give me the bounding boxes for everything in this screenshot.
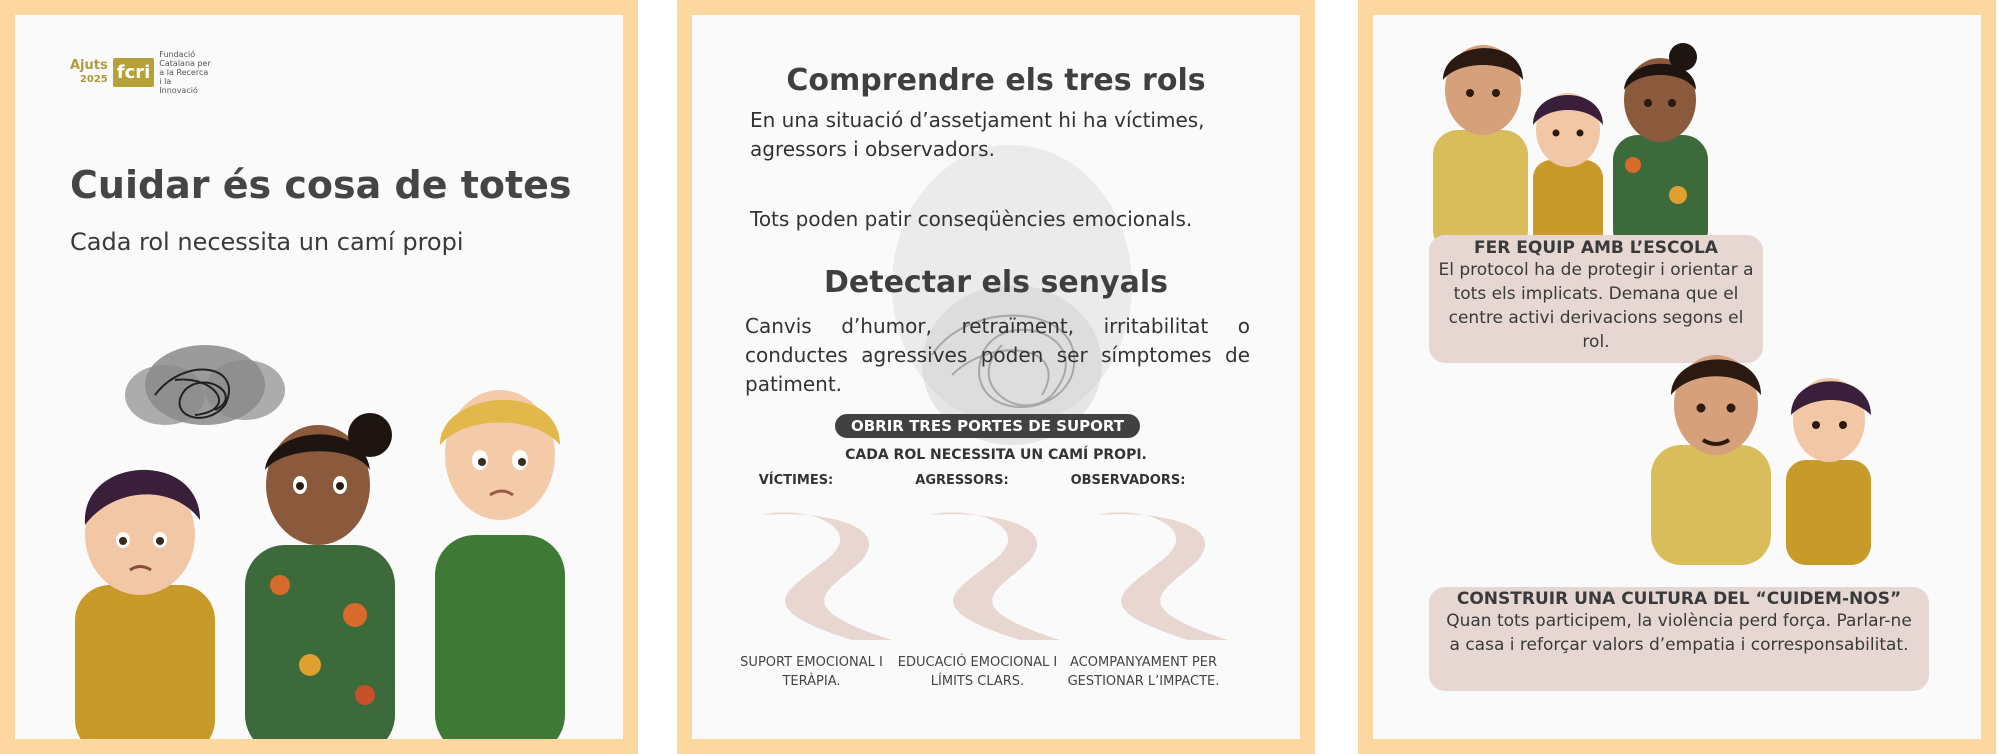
paragraph-signals: Canvis d’humor, retraïment, irritabilitat o conductes agressives poden ser símptomes de patiment. — [745, 314, 1250, 396]
girl-figure — [1613, 43, 1708, 255]
column-head-aggressors: AGRESSORS: — [915, 473, 1009, 488]
column-foot-victims: SUPORT EMOCIONAL I TERÀPIA. — [740, 655, 883, 689]
fcri-logo — [70, 50, 211, 95]
logo-year: 2025 — [79, 73, 108, 85]
slide-3 — [1358, 0, 1996, 754]
parent-and-children-illustration — [1428, 35, 1728, 255]
three-children-illustration — [55, 335, 595, 754]
blond-boy-figure — [435, 390, 565, 754]
logo-org-text: Fundació Catalana per a la Recerca i la Innovació — [159, 50, 211, 95]
column-head-victims: VÍCTIMES: — [758, 473, 834, 488]
kneeling-father-figure — [1651, 355, 1771, 565]
father-comforting-son-illustration — [1641, 345, 1891, 565]
son-figure — [1786, 378, 1871, 565]
school-team-title: FER EQUIP AMB L’ESCOLA — [1474, 238, 1718, 258]
girl-figure — [245, 413, 395, 754]
boy-figure — [1533, 93, 1603, 255]
column-foot-observers: ACOMPANYAMENT PER GESTIONAR L’IMPACTE. — [1067, 655, 1220, 689]
slide-2 — [677, 0, 1315, 754]
column-head-observers: OBSERVADORS: — [1070, 473, 1186, 488]
care-culture-body: Quan tots participem, la violència perd força. Parlar-ne a casa i reforçar valors d’empatia i corresponsabilitat. — [1446, 611, 1912, 655]
column-foot-aggressors: EDUCACIÓ EMOCIONAL I LÍMITS CLARS. — [897, 655, 1058, 689]
slide-1-title: Cuidar és cosa de totes — [70, 163, 572, 207]
father-figure — [1433, 45, 1528, 255]
care-culture-title: CONSTRUIR UNA CULTURA DEL “CUIDEM-NOS” — [1456, 589, 1902, 609]
paragraph-roles: En una situació d’assetjament hi ha víctimes, agressors i observadors. — [750, 108, 1205, 161]
heading-three-roles: Comprendre els tres rols — [786, 63, 1206, 98]
path-observers-icon — [1098, 512, 1228, 640]
slide-1 — [0, 0, 638, 754]
school-team-box — [1429, 235, 1763, 363]
logo-ajuts: Ajuts — [70, 57, 108, 73]
roles-caption: CADA ROL NECESSITA UN CAMÍ PROPI. — [845, 447, 1147, 463]
heading-signals: Detectar els senyals — [824, 265, 1168, 300]
sad-boy-figure — [75, 470, 215, 754]
slide-1-subtitle: Cada rol necessita un camí propi — [70, 228, 464, 256]
school-team-body: El protocol ha de protegir i orientar a tots els implicats. Demana que el centre activi derivacions segons el rol. — [1438, 260, 1754, 352]
care-culture-box — [1429, 587, 1929, 691]
path-victims-icon — [762, 512, 892, 640]
logo-fcri-mark: fcri — [113, 58, 155, 87]
path-aggressors-icon — [930, 512, 1060, 640]
storm-cloud-icon — [125, 345, 285, 425]
support-doors-pill: OBRIR TRES PORTES DE SUPORT — [835, 414, 1140, 438]
paragraph-consequences: Tots poden patir conseqüències emocionals. — [750, 207, 1193, 231]
three-paths-illustration — [742, 505, 1252, 645]
